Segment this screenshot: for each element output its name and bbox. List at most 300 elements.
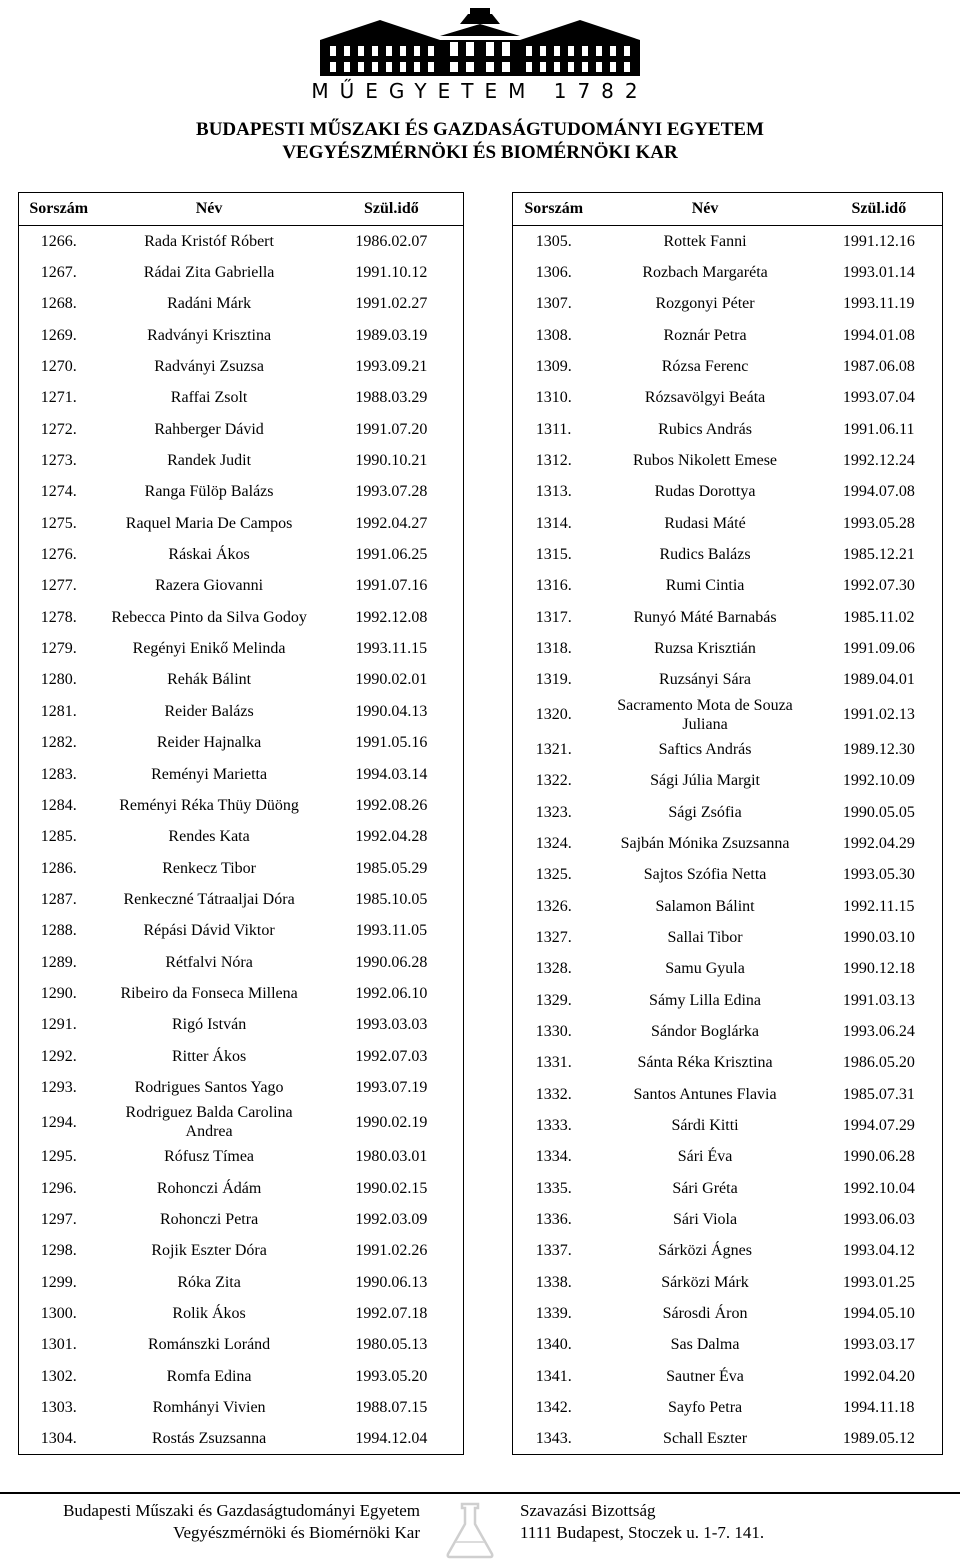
- row-name: Rohonczi Petra: [159, 1210, 259, 1228]
- table-row: [19, 633, 464, 664]
- row-name: Rodriguez Balda Carolina Andrea: [125, 1104, 293, 1141]
- row-name: Ruzsa Krisztián: [654, 640, 756, 658]
- row-birthdate: 1989.12.30: [842, 740, 915, 758]
- row-birthdate: 1986.02.07: [355, 232, 428, 250]
- row-name: Rózsa Ferenc: [661, 358, 749, 376]
- row-name: Sárközi Márk: [661, 1273, 749, 1291]
- row-name: Rolik Ákos: [172, 1305, 246, 1323]
- row-number: 1301.: [40, 1336, 77, 1354]
- row-birthdate: 1990.02.15: [355, 1179, 428, 1197]
- table-row: [19, 1009, 464, 1040]
- row-birthdate: 1992.04.27: [355, 514, 428, 532]
- row-name: Rétfalvi Nóra: [165, 953, 253, 971]
- row-number: 1309.: [535, 358, 572, 376]
- row-number: 1325.: [535, 866, 572, 884]
- table-row: [513, 1235, 943, 1266]
- table-row: [19, 1072, 464, 1103]
- row-number: 1317.: [535, 608, 572, 626]
- row-name: Reményi Marietta: [151, 765, 268, 783]
- row-number: 1338.: [535, 1273, 572, 1291]
- row-number: 1329.: [535, 991, 572, 1009]
- row-birthdate: 1991.12.16: [842, 232, 915, 250]
- row-number: 1311.: [535, 420, 572, 438]
- table-row: [513, 414, 943, 445]
- table-row: [513, 1016, 943, 1047]
- row-number: 1331.: [535, 1054, 572, 1072]
- row-name: Reider Balázs: [164, 702, 254, 720]
- table-row: [19, 226, 464, 257]
- row-birthdate: 1990.02.19: [355, 1113, 428, 1131]
- row-birthdate: 1992.07.30: [842, 577, 915, 595]
- row-birthdate: 1989.04.01: [842, 671, 915, 689]
- column-header-name: Név: [594, 193, 815, 226]
- row-name: Rohonczi Ádám: [156, 1179, 262, 1197]
- row-birthdate: 1990.12.18: [842, 960, 915, 978]
- table-row: [19, 570, 464, 601]
- table-row: [513, 859, 943, 890]
- row-name: Rottek Fanni: [663, 232, 747, 250]
- row-name: Rubics András: [658, 420, 752, 438]
- table-row: [513, 1423, 943, 1454]
- table-row: [513, 602, 943, 633]
- row-number: 1335.: [535, 1179, 572, 1197]
- row-name: Sárdi Kitti: [671, 1116, 739, 1134]
- row-birthdate: 1990.02.01: [355, 671, 428, 689]
- row-birthdate: 1993.05.28: [842, 514, 915, 532]
- row-number: 1289.: [40, 953, 77, 971]
- row-number: 1314.: [535, 514, 572, 532]
- table-row: [513, 1078, 943, 1109]
- row-name: Rojik Eszter Dóra: [151, 1242, 267, 1260]
- table-row: [19, 602, 464, 633]
- row-number: 1269.: [40, 326, 77, 344]
- row-name: Sári Gréta: [672, 1179, 738, 1197]
- row-name: Santos Antunes Flavia: [633, 1085, 777, 1103]
- row-name: Sándor Boglárka: [651, 1022, 760, 1040]
- row-name: Rebecca Pinto da Silva Godoy: [111, 608, 307, 626]
- row-number: 1332.: [535, 1085, 572, 1103]
- row-number: 1300.: [40, 1305, 77, 1323]
- row-name: Renkeczné Tátraaljai Dóra: [123, 890, 295, 908]
- table-row: [19, 539, 464, 570]
- row-name: Runyó Máté Barnabás: [633, 608, 777, 626]
- row-name: Ribeiro da Fonseca Millena: [120, 984, 298, 1002]
- row-number: 1266.: [40, 232, 77, 250]
- row-birthdate: 1994.03.14: [355, 765, 428, 783]
- row-birthdate: 1992.12.24: [842, 452, 915, 470]
- row-number: 1295.: [40, 1148, 77, 1166]
- row-number: 1303.: [40, 1399, 77, 1417]
- table-row: [513, 1047, 943, 1078]
- column-header-name: Név: [98, 193, 319, 226]
- row-name: Rostás Zsuzsanna: [151, 1430, 267, 1448]
- row-number: 1339.: [535, 1305, 572, 1323]
- row-birthdate: 1991.02.27: [355, 295, 428, 313]
- row-name: Rozbach Margaréta: [642, 264, 768, 282]
- row-birthdate: 1989.03.19: [355, 326, 428, 344]
- table-row: [513, 734, 943, 765]
- row-birthdate: 1993.04.12: [842, 1242, 915, 1260]
- row-number: 1282.: [40, 734, 77, 752]
- column-header-number: Sorszám: [513, 193, 595, 226]
- row-birthdate: 1993.11.05: [355, 922, 428, 940]
- row-number: 1342.: [535, 1399, 572, 1417]
- row-name: Románszki Loránd: [147, 1336, 271, 1354]
- table-row: [19, 1423, 464, 1454]
- row-name: Renkecz Tibor: [162, 859, 256, 877]
- row-birthdate: 1985.07.31: [842, 1085, 915, 1103]
- table-row: [513, 476, 943, 507]
- table-row: [513, 382, 943, 413]
- row-birthdate: 1993.05.20: [355, 1367, 428, 1385]
- row-birthdate: 1991.02.26: [355, 1242, 428, 1260]
- row-number: 1279.: [40, 640, 77, 658]
- footer-divider: [0, 1492, 960, 1494]
- row-birthdate: 1993.03.03: [355, 1016, 428, 1034]
- row-name: Raquel Maria De Campos: [125, 514, 293, 532]
- table-row: [513, 570, 943, 601]
- row-number: 1294.: [40, 1113, 77, 1131]
- row-birthdate: 1992.11.15: [843, 897, 915, 915]
- table-row: [513, 922, 943, 953]
- table-row: [513, 1204, 943, 1235]
- row-name: Rubos Nikolett Emese: [633, 452, 778, 470]
- row-name: Sacramento Mota de Souza Juliana: [617, 696, 793, 733]
- table-row: [513, 226, 943, 257]
- row-number: 1273.: [40, 452, 77, 470]
- footer-committee: [520, 1500, 940, 1544]
- row-birthdate: 1992.04.28: [355, 828, 428, 846]
- row-birthdate: 1990.04.13: [355, 702, 428, 720]
- row-name: Sári Éva: [677, 1148, 733, 1166]
- row-birthdate: 1992.04.20: [842, 1367, 915, 1385]
- row-number: 1321.: [535, 740, 572, 758]
- row-number: 1306.: [535, 264, 572, 282]
- row-number: 1290.: [40, 984, 77, 1002]
- row-name: Rodrigues Santos Yago: [134, 1078, 284, 1096]
- row-number: 1330.: [535, 1022, 572, 1040]
- row-number: 1336.: [535, 1210, 572, 1228]
- row-number: 1316.: [535, 577, 572, 595]
- row-name: Rendes Kata: [168, 828, 250, 846]
- row-birthdate: 1991.06.25: [355, 546, 428, 564]
- table-row: [513, 796, 943, 827]
- row-name: Rudics Balázs: [659, 546, 751, 564]
- table-row: [513, 828, 943, 859]
- row-number: 1268.: [40, 295, 77, 313]
- row-name: Róka Zita: [177, 1273, 241, 1291]
- row-name: Sárosdi Áron: [662, 1305, 748, 1323]
- table-row: [513, 1267, 943, 1298]
- row-name: Ruzsányi Sára: [659, 671, 752, 689]
- row-number: 1310.: [535, 389, 572, 407]
- table-row: [19, 1361, 464, 1392]
- row-name: Saftics András: [658, 740, 752, 758]
- row-birthdate: 1985.11.02: [843, 608, 915, 626]
- row-birthdate: 1994.01.08: [842, 326, 915, 344]
- row-name: Sajbán Mónika Zsuzsanna: [620, 834, 790, 852]
- row-birthdate: 1994.12.04: [355, 1430, 428, 1448]
- row-name: Rahberger Dávid: [154, 420, 264, 438]
- row-birthdate: 1988.03.29: [355, 389, 428, 407]
- table-row: [19, 1329, 464, 1360]
- row-birthdate: 1993.03.17: [842, 1336, 915, 1354]
- row-number: 1322.: [535, 772, 572, 790]
- table-row: [513, 288, 943, 319]
- row-name: Sas Dalma: [670, 1336, 740, 1354]
- row-birthdate: 1990.05.05: [842, 803, 915, 821]
- row-name: Rozgonyi Péter: [655, 295, 755, 313]
- row-birthdate: 1992.07.03: [355, 1047, 428, 1065]
- row-name: Razera Giovanni: [155, 577, 264, 595]
- row-number: 1307.: [535, 295, 572, 313]
- table-row: [19, 696, 464, 727]
- row-birthdate: 1991.02.13: [842, 706, 915, 724]
- row-number: 1337.: [535, 1242, 572, 1260]
- table-row: [513, 633, 943, 664]
- row-name: Sárközi Ágnes: [658, 1242, 752, 1260]
- column-header-birthdate: Szül.idő: [320, 193, 464, 226]
- table-row: [19, 852, 464, 883]
- table-row: [19, 351, 464, 382]
- row-birthdate: 1991.05.16: [355, 734, 428, 752]
- row-number: 1278.: [40, 608, 77, 626]
- table-row: [19, 1392, 464, 1423]
- row-birthdate: 1992.04.29: [842, 834, 915, 852]
- row-number: 1298.: [40, 1242, 77, 1260]
- footer-faculty: Vegyészmérnöki és Biomérnöki Kar: [173, 1523, 420, 1542]
- row-number: 1296.: [40, 1179, 77, 1197]
- row-number: 1297.: [40, 1210, 77, 1228]
- row-number: 1313.: [535, 483, 572, 501]
- university-logo: [300, 6, 660, 102]
- row-birthdate: 1993.01.14: [842, 264, 915, 282]
- row-number: 1271.: [40, 389, 77, 407]
- table-row: [513, 765, 943, 796]
- table-row: [19, 790, 464, 821]
- table-row: [19, 1267, 464, 1298]
- row-number: 1291.: [40, 1016, 77, 1034]
- row-number: 1274.: [40, 483, 77, 501]
- table-row: [19, 946, 464, 977]
- row-birthdate: 1985.05.29: [355, 859, 428, 877]
- table-row: [19, 1040, 464, 1071]
- row-birthdate: 1991.09.06: [842, 640, 915, 658]
- row-birthdate: 1994.07.08: [842, 483, 915, 501]
- row-birthdate: 1992.03.09: [355, 1210, 428, 1228]
- table-row: [513, 890, 943, 921]
- row-number: 1287.: [40, 890, 77, 908]
- table-body-right: [513, 226, 943, 1455]
- table-row: [513, 445, 943, 476]
- column-header-number: Sorszám: [19, 193, 99, 226]
- row-name: Sári Viola: [673, 1210, 738, 1228]
- row-name: Rudasi Máté: [664, 514, 746, 532]
- table-row: [513, 508, 943, 539]
- table-row: [513, 1172, 943, 1203]
- row-name: Romhányi Vivien: [152, 1399, 266, 1417]
- row-birthdate: 1992.08.26: [355, 796, 428, 814]
- row-number: 1276.: [40, 546, 77, 564]
- row-name: Sayfo Petra: [667, 1399, 743, 1417]
- row-name: Salamon Bálint: [655, 897, 755, 915]
- row-birthdate: 1994.11.18: [843, 1399, 915, 1417]
- row-birthdate: 1986.05.20: [842, 1054, 915, 1072]
- row-number: 1275.: [40, 514, 77, 532]
- row-number: 1341.: [535, 1367, 572, 1385]
- row-birthdate: 1992.12.08: [355, 608, 428, 626]
- flask-icon: [440, 1500, 500, 1560]
- row-number: 1333.: [535, 1116, 572, 1134]
- row-name: Roznár Petra: [663, 326, 747, 344]
- row-name: Radványi Zsuzsa: [154, 358, 264, 376]
- voter-table-right: [512, 192, 943, 1455]
- row-number: 1340.: [535, 1336, 572, 1354]
- table-body-left: [19, 226, 464, 1455]
- row-name: Reményi Réka Thüy Düöng: [119, 796, 299, 814]
- row-birthdate: 1993.07.04: [842, 389, 915, 407]
- row-name: Rehák Bálint: [167, 671, 252, 689]
- row-number: 1283.: [40, 765, 77, 783]
- row-number: 1302.: [40, 1367, 77, 1385]
- row-birthdate: 1994.07.29: [842, 1116, 915, 1134]
- table-row: [19, 727, 464, 758]
- row-birthdate: 1989.05.12: [842, 1430, 915, 1448]
- table-row: [19, 821, 464, 852]
- row-name: Rádai Zita Gabriella: [143, 264, 275, 282]
- table-row: [19, 758, 464, 789]
- row-number: 1318.: [535, 640, 572, 658]
- row-birthdate: 1993.11.19: [843, 295, 915, 313]
- row-birthdate: 1993.01.25: [842, 1273, 915, 1291]
- row-name: Regényi Enikő Melinda: [132, 640, 286, 658]
- row-birthdate: 1988.07.15: [355, 1399, 428, 1417]
- row-birthdate: 1980.03.01: [355, 1148, 428, 1166]
- row-birthdate: 1991.10.12: [355, 264, 428, 282]
- row-birthdate: 1990.03.10: [842, 928, 915, 946]
- row-birthdate: 1991.07.16: [355, 577, 428, 595]
- row-number: 1270.: [40, 358, 77, 376]
- table-row: [19, 1235, 464, 1266]
- row-birthdate: 1992.10.09: [842, 772, 915, 790]
- row-name: Rófusz Tímea: [164, 1148, 255, 1166]
- row-number: 1324.: [535, 834, 572, 852]
- column-header-birthdate: Szül.idő: [816, 193, 943, 226]
- row-birthdate: 1991.03.13: [842, 991, 915, 1009]
- row-name: Randek Judit: [167, 452, 252, 470]
- table-row: [19, 476, 464, 507]
- row-name: Sautner Éva: [666, 1367, 744, 1385]
- row-name: Romfa Edina: [166, 1367, 252, 1385]
- row-birthdate: 1990.10.21: [355, 452, 428, 470]
- row-number: 1277.: [40, 577, 77, 595]
- table-row: [513, 257, 943, 288]
- row-name: Radáni Márk: [167, 295, 252, 313]
- row-birthdate: 1993.07.19: [355, 1078, 428, 1096]
- row-name: Sági Zsófia: [668, 803, 742, 821]
- row-number: 1293.: [40, 1078, 77, 1096]
- row-number: 1280.: [40, 671, 77, 689]
- table-row: [19, 382, 464, 413]
- row-number: 1288.: [40, 922, 77, 940]
- table-row: [19, 257, 464, 288]
- row-name: Sámy Lilla Edina: [649, 991, 762, 1009]
- table-row: [513, 539, 943, 570]
- row-birthdate: 1992.10.04: [842, 1179, 915, 1197]
- table-row: [513, 664, 943, 695]
- row-birthdate: 1993.11.15: [355, 640, 428, 658]
- row-number: 1312.: [535, 452, 572, 470]
- row-number: 1308.: [535, 326, 572, 344]
- row-birthdate: 1992.07.18: [355, 1305, 428, 1323]
- row-birthdate: 1993.06.03: [842, 1210, 915, 1228]
- row-number: 1328.: [535, 960, 572, 978]
- row-name: Sajtos Szófia Netta: [643, 866, 767, 884]
- row-birthdate: 1980.05.13: [355, 1336, 428, 1354]
- table-row: [19, 508, 464, 539]
- row-birthdate: 1990.06.28: [355, 953, 428, 971]
- row-number: 1286.: [40, 859, 77, 877]
- table-row: [19, 445, 464, 476]
- row-name: Raffai Zsolt: [170, 389, 248, 407]
- row-name: Sági Júlia Margit: [650, 772, 760, 790]
- footer-university: Budapesti Műszaki és Gazdaságtudományi Egyetem: [63, 1501, 420, 1520]
- table-header-row: [513, 193, 943, 226]
- table-row: [513, 953, 943, 984]
- table-row: [513, 320, 943, 351]
- row-number: 1343.: [535, 1430, 572, 1448]
- row-name: Rada Kristóf Róbert: [144, 232, 274, 250]
- row-birthdate: 1993.06.24: [842, 1022, 915, 1040]
- row-birthdate: 1991.07.20: [355, 420, 428, 438]
- row-number: 1281.: [40, 702, 77, 720]
- row-number: 1299.: [40, 1273, 77, 1291]
- table-header-row: [19, 193, 464, 226]
- row-name: Rózsavölgyi Beáta: [644, 389, 766, 407]
- footer-committee-name: Szavazási Bizottság: [520, 1501, 656, 1520]
- row-number: 1327.: [535, 928, 572, 946]
- row-birthdate: 1992.06.10: [355, 984, 428, 1002]
- table-row: [19, 288, 464, 319]
- table-row: [513, 1298, 943, 1329]
- row-birthdate: 1993.09.21: [355, 358, 428, 376]
- row-number: 1320.: [535, 706, 572, 724]
- voter-table-left: [18, 192, 464, 1455]
- row-name: Reider Hajnalka: [156, 734, 262, 752]
- row-name: Sánta Réka Krisztina: [637, 1054, 773, 1072]
- row-birthdate: 1990.06.13: [355, 1273, 428, 1291]
- row-name: Samu Gyula: [665, 960, 745, 978]
- row-birthdate: 1991.06.11: [843, 420, 915, 438]
- table-row: [19, 884, 464, 915]
- table-row: [19, 1172, 464, 1203]
- row-number: 1304.: [40, 1430, 77, 1448]
- row-name: Schall Eszter: [663, 1430, 748, 1448]
- row-birthdate: 1987.06.08: [842, 358, 915, 376]
- table-row: [19, 978, 464, 1009]
- table-row: [19, 1204, 464, 1235]
- row-birthdate: 1994.05.10: [842, 1305, 915, 1323]
- row-birthdate: 1993.05.30: [842, 866, 915, 884]
- table-row: [513, 1141, 943, 1172]
- row-number: 1284.: [40, 796, 77, 814]
- table-row: [513, 1392, 943, 1423]
- table-row: [19, 320, 464, 351]
- row-name: Ritter Ákos: [171, 1047, 247, 1065]
- table-row: [19, 1298, 464, 1329]
- row-number: 1272.: [40, 420, 77, 438]
- table-row: [19, 414, 464, 445]
